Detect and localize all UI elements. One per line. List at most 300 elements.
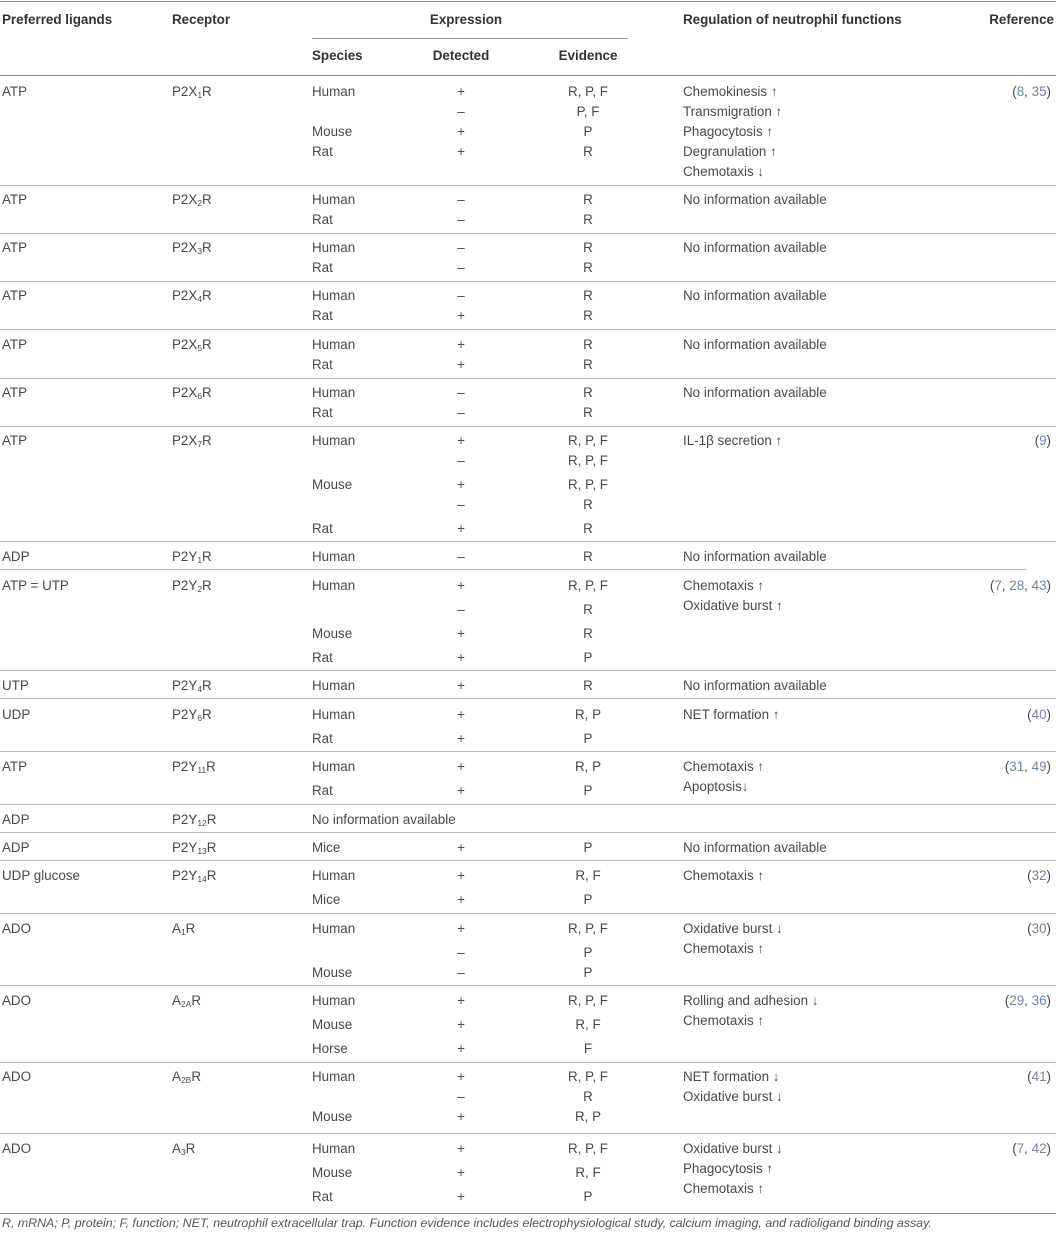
reference-cell (1027, 868, 1051, 884)
function-cell: Transmigration ↑ (683, 104, 783, 119)
receptor-subscript: 1 (180, 927, 186, 937)
evidence-cell: P (583, 892, 593, 907)
species-cell: Human (312, 993, 356, 1008)
receptor-suffix: R (202, 240, 212, 255)
receptor-cell (172, 192, 212, 209)
detected-cell: – (457, 945, 465, 960)
detected-cell: – (457, 602, 465, 617)
species-cell: Human (312, 1141, 356, 1156)
function-cell: Chemokinesis ↑ (683, 84, 778, 99)
species-cell: Human (312, 337, 356, 352)
function-cell: Chemotaxis ↑ (683, 578, 765, 593)
reference-punct: ( (1027, 921, 1032, 936)
detected-cell: + (457, 1189, 465, 1204)
evidence-cell: R (583, 678, 593, 693)
receptor-subscript: 5 (197, 343, 203, 353)
evidence-cell: R (583, 405, 593, 420)
species-cell: Rat (312, 1189, 333, 1204)
receptor-name: P2Y (172, 840, 198, 855)
species-cell: Human (312, 84, 356, 99)
detected-cell: + (457, 477, 465, 492)
receptor-subscript: 4 (197, 684, 203, 694)
reference-cell (1035, 433, 1051, 449)
evidence-cell: R, P, F (568, 477, 608, 492)
function-cell: Chemotaxis ↑ (683, 1013, 765, 1028)
function-cell: Chemotaxis ↑ (683, 941, 765, 956)
function-cell: NET formation ↑ (683, 707, 780, 722)
receptor-name: P2Y (172, 549, 198, 564)
evidence-cell: P (583, 965, 593, 980)
reference-punct: , (1001, 578, 1010, 593)
receptor-cell (172, 385, 212, 402)
detected-cell: – (457, 405, 465, 420)
species-cell: Human (312, 868, 356, 883)
species-cell: Mouse (312, 1165, 353, 1180)
row-separator (0, 804, 1056, 805)
species-cell: Rat (312, 783, 333, 798)
species-cell: Horse (312, 1041, 348, 1056)
reference-punct: , (1024, 578, 1032, 593)
evidence-cell: P (583, 840, 593, 855)
receptor-name: P2X (172, 84, 198, 99)
reference-link[interactable]: 31 (1009, 759, 1025, 774)
receptor-name: P2Y (172, 578, 198, 593)
receptor-cell (172, 868, 216, 885)
reference-punct: ( (989, 578, 995, 593)
row-separator (0, 426, 1056, 427)
ligand-cell: ATP (2, 433, 28, 448)
reference-punct: ) (1046, 993, 1051, 1008)
function-cell: NET formation ↓ (683, 1069, 780, 1084)
row-separator (0, 1062, 1056, 1063)
detected-cell: + (457, 783, 465, 798)
receptor-name: A (172, 1069, 181, 1084)
function-cell: Chemotaxis ↑ (683, 868, 765, 883)
receptor-subscript: 14 (197, 874, 207, 884)
receptor-subscript: 7 (197, 439, 203, 449)
evidence-cell: R (583, 549, 593, 564)
receptor-cell (172, 240, 212, 257)
evidence-cell: R (583, 144, 593, 159)
function-cell: IL-1β secretion ↑ (683, 433, 783, 448)
species-cell: Rat (312, 260, 333, 275)
receptor-suffix: R (191, 1069, 202, 1084)
detected-cell: + (457, 868, 465, 883)
evidence-cell: R, P, F (568, 578, 608, 593)
reference-punct: ( (1004, 993, 1010, 1008)
reference-cell (1027, 707, 1051, 723)
detected-cell: + (457, 650, 465, 665)
species-cell: Rat (312, 521, 333, 536)
reference-punct: ) (1046, 84, 1051, 99)
detected-cell: + (457, 840, 465, 855)
reference-punct: ) (1046, 868, 1051, 883)
reference-cell (1005, 759, 1051, 775)
detected-cell: – (457, 453, 465, 468)
row-separator (0, 751, 1056, 752)
header-ligands: Preferred ligands (2, 12, 113, 27)
detected-cell: – (457, 240, 465, 255)
function-cell: No information available (683, 240, 827, 255)
header-detected: Detected (432, 48, 490, 63)
receptor-cell (172, 337, 212, 354)
species-cell: Human (312, 288, 356, 303)
function-cell: Apoptosis↓ (683, 779, 749, 794)
evidence-cell: R (583, 521, 593, 536)
detected-cell: + (457, 731, 465, 746)
header-rule (0, 75, 1056, 76)
receptor-cell (172, 678, 212, 695)
detected-cell: + (457, 993, 465, 1008)
evidence-cell: R (583, 212, 593, 227)
evidence-cell: R, P, F (568, 921, 608, 936)
receptor-cell (172, 759, 216, 776)
receptor-suffix: R (191, 993, 202, 1008)
reference-punct: ) (1046, 921, 1051, 936)
function-cell: Phagocytosis ↑ (683, 124, 774, 139)
reference-punct: ) (1046, 759, 1051, 774)
receptor-cell (172, 1141, 195, 1158)
species-cell: Rat (312, 357, 333, 372)
evidence-cell: R (583, 626, 593, 641)
evidence-cell: P (583, 1189, 593, 1204)
row-separator (0, 329, 1056, 330)
row-separator (0, 185, 1056, 186)
function-cell: Oxidative burst ↑ (683, 598, 783, 613)
receptor-cell (172, 288, 212, 305)
receptor-cell (172, 707, 212, 724)
species-cell: Human (312, 549, 356, 564)
no-information-cell: No information available (312, 812, 456, 827)
evidence-cell: R, P, F (568, 433, 608, 448)
reference-punct: ( (1027, 868, 1032, 883)
reference-punct: ) (1046, 1069, 1051, 1084)
function-cell: No information available (683, 678, 827, 693)
receptor-suffix: R (185, 1141, 196, 1156)
reference-punct: ( (1012, 84, 1017, 99)
header-regulation: Regulation of neutrophil functions (683, 12, 902, 27)
receptor-cell (172, 578, 212, 595)
function-cell: Chemotaxis ↓ (683, 164, 765, 179)
row-separator (0, 860, 1056, 861)
reference-punct: ) (1046, 433, 1051, 448)
detected-cell: + (457, 84, 465, 99)
function-cell: Degranulation ↑ (683, 144, 777, 159)
species-cell: Human (312, 759, 356, 774)
ligand-cell: ATP (2, 240, 28, 255)
receptor-suffix: R (202, 433, 212, 448)
detected-cell: + (457, 678, 465, 693)
bottom-rule (0, 1213, 1056, 1214)
reference-punct: , (1024, 993, 1032, 1008)
detected-cell: + (457, 433, 465, 448)
receptor-cell (172, 433, 212, 450)
reference-punct: , (1024, 84, 1032, 99)
reference-punct: ( (1027, 1069, 1032, 1084)
reference-link[interactable]: 43 (1031, 578, 1047, 593)
receptor-name: P2X (172, 288, 198, 303)
ligand-cell: ADO (2, 993, 32, 1008)
species-cell: Human (312, 240, 356, 255)
evidence-cell: R, P (574, 759, 602, 774)
evidence-cell: R (583, 288, 593, 303)
evidence-cell: R (583, 357, 593, 372)
species-cell: Mouse (312, 1109, 353, 1124)
function-cell: No information available (683, 385, 827, 400)
reference-link[interactable]: 41 (1031, 1069, 1047, 1084)
receptor-suffix: R (206, 812, 217, 827)
ligand-cell: ADP (2, 812, 30, 827)
reference-cell (1027, 1069, 1051, 1085)
evidence-cell: R (583, 308, 593, 323)
reference-link[interactable]: 36 (1031, 993, 1047, 1008)
top-rule (0, 1, 1056, 2)
reference-link[interactable]: 9 (1039, 433, 1047, 448)
reference-link[interactable]: 40 (1031, 707, 1047, 722)
evidence-cell: R, P, F (568, 453, 608, 468)
ligand-cell: UTP (2, 678, 29, 693)
evidence-cell: R (583, 240, 593, 255)
ligand-cell: ATP = UTP (2, 578, 69, 593)
detected-cell: – (457, 549, 465, 564)
receptor-cell (172, 993, 201, 1010)
receptor-suffix: R (206, 840, 217, 855)
species-cell: Rat (312, 405, 333, 420)
row-separator (0, 985, 1056, 986)
evidence-cell: F (583, 1041, 593, 1056)
species-cell: Rat (312, 731, 333, 746)
function-cell: Phagocytosis ↑ (683, 1161, 774, 1176)
evidence-cell: R (583, 260, 593, 275)
receptor-subscript: 13 (197, 846, 207, 856)
species-cell: Human (312, 433, 356, 448)
evidence-cell: R, P (574, 707, 602, 722)
receptor-cell (172, 812, 216, 829)
receptor-suffix: R (202, 678, 212, 693)
receptor-name: P2Y (172, 707, 198, 722)
receptor-subscript: 6 (197, 713, 203, 723)
species-cell: Human (312, 578, 356, 593)
species-cell: Rat (312, 144, 333, 159)
function-cell: Chemotaxis ↑ (683, 1181, 765, 1196)
evidence-cell: R, P, F (568, 84, 608, 99)
evidence-cell: R, P, F (568, 1069, 608, 1084)
receptor-subscript: 4 (197, 294, 203, 304)
detected-cell: – (457, 260, 465, 275)
reference-punct: , (1024, 1141, 1032, 1156)
row-separator (0, 670, 1056, 671)
header-evidence: Evidence (558, 48, 618, 63)
reference-link[interactable]: 32 (1031, 868, 1047, 883)
reference-punct: , (1024, 759, 1032, 774)
detected-cell: + (457, 626, 465, 641)
detected-cell: – (457, 385, 465, 400)
receptor-cell (172, 549, 212, 566)
detected-cell: – (457, 212, 465, 227)
species-cell: Mouse (312, 477, 353, 492)
function-cell: Oxidative burst ↓ (683, 921, 783, 936)
evidence-cell: R (583, 1089, 593, 1104)
reference-link[interactable]: 30 (1031, 921, 1047, 936)
reference-link[interactable]: 7 (994, 578, 1002, 593)
header-expression: Expression (429, 12, 503, 27)
receptor-subscript: 2B (180, 1075, 192, 1085)
species-cell: Human (312, 385, 356, 400)
evidence-cell: P (583, 731, 593, 746)
ligand-cell: ATP (2, 385, 28, 400)
evidence-cell: R, P, F (568, 1141, 608, 1156)
reference-link[interactable]: 35 (1031, 84, 1047, 99)
detected-cell: + (457, 124, 465, 139)
receptor-suffix: R (185, 921, 196, 936)
evidence-cell: R, F (575, 868, 601, 883)
row-separator (0, 541, 1056, 542)
detected-cell: – (457, 288, 465, 303)
receptor-suffix: R (202, 337, 212, 352)
evidence-cell: P (583, 650, 593, 665)
species-cell: Human (312, 921, 356, 936)
ligand-cell: ADO (2, 1069, 32, 1084)
species-cell: Rat (312, 308, 333, 323)
row-separator (0, 913, 1056, 914)
detected-cell: + (457, 578, 465, 593)
header-receptor: Receptor (172, 12, 231, 27)
detected-cell: + (457, 1165, 465, 1180)
reference-link[interactable]: 29 (1009, 993, 1025, 1008)
receptor-name: P2Y (172, 812, 198, 827)
detected-cell: + (457, 1069, 465, 1084)
evidence-cell: R (583, 192, 593, 207)
receptor-subscript: 1 (197, 555, 203, 565)
reference-punct: ( (1034, 433, 1040, 448)
function-cell: No information available (683, 549, 827, 564)
evidence-cell: R, F (575, 1165, 601, 1180)
receptor-suffix: R (202, 84, 212, 99)
evidence-cell: P (583, 124, 593, 139)
detected-cell: + (457, 1041, 465, 1056)
species-cell: Human (312, 678, 356, 693)
receptor-name: P2Y (172, 678, 198, 693)
ligand-cell: UDP glucose (2, 868, 80, 883)
row-separator (0, 233, 1056, 234)
reference-punct: ( (1027, 707, 1032, 722)
ligand-cell: ATP (2, 84, 28, 99)
detected-cell: – (457, 497, 465, 512)
detected-cell: + (457, 1141, 465, 1156)
receptor-name: A (172, 1141, 181, 1156)
detected-cell: + (457, 144, 465, 159)
ligand-cell: ATP (2, 192, 28, 207)
reference-cell (1027, 921, 1051, 937)
detected-cell: + (457, 1017, 465, 1032)
evidence-cell: R (583, 385, 593, 400)
reference-cell (1012, 1141, 1051, 1157)
row-separator (0, 1133, 1056, 1134)
evidence-cell: R (583, 602, 593, 617)
table-footnote: R, mRNA; P, protein; F, function; NET, neutrophil extracellular trap. Function evidence includes electrophysiological study, calcium imaging, and radioligand binding assay. (2, 1216, 932, 1230)
reference-cell (1005, 993, 1051, 1009)
receptor-suffix: R (206, 868, 217, 883)
reference-link[interactable]: 8 (1016, 84, 1025, 99)
receptor-name: A (172, 921, 181, 936)
function-cell: Oxidative burst ↓ (683, 1089, 783, 1104)
ligand-cell: ADO (2, 1141, 32, 1156)
species-cell: Mouse (312, 626, 353, 641)
reference-link[interactable]: 7 (1016, 1141, 1025, 1156)
function-cell: No information available (683, 840, 827, 855)
evidence-cell: R (583, 497, 593, 512)
detected-cell: + (457, 337, 465, 352)
evidence-cell: R (583, 337, 593, 352)
ligand-cell: ATP (2, 759, 28, 774)
reference-link[interactable]: 42 (1031, 1141, 1047, 1156)
receptor-cell (172, 1069, 201, 1086)
receptor-name: P2Y (172, 868, 198, 883)
evidence-cell: R, P (574, 1109, 602, 1124)
reference-cell (1012, 84, 1051, 100)
function-cell: No information available (683, 337, 827, 352)
detected-cell: – (457, 965, 465, 980)
species-cell: Mouse (312, 965, 353, 980)
receptor-cell (172, 921, 195, 938)
detected-cell: + (457, 892, 465, 907)
species-cell: Rat (312, 212, 333, 227)
species-cell: Mouse (312, 1017, 353, 1032)
reference-link[interactable]: 49 (1031, 759, 1047, 774)
evidence-cell: P, F (576, 104, 600, 119)
reference-punct: ) (1046, 707, 1051, 722)
receptor-name: P2X (172, 240, 198, 255)
function-cell: Chemotaxis ↑ (683, 759, 765, 774)
receptor-subscript: 6 (197, 391, 203, 401)
receptor-name: P2Y (172, 759, 198, 774)
receptor-name: P2X (172, 192, 198, 207)
function-cell: Rolling and adhesion ↓ (683, 993, 819, 1008)
ligand-cell: ADO (2, 921, 32, 936)
receptor-suffix: R (202, 578, 212, 593)
species-cell: Mice (312, 892, 341, 907)
reference-link[interactable]: 28 (1009, 578, 1025, 593)
reference-cell (990, 578, 1051, 594)
reference-punct: ) (1046, 1141, 1051, 1156)
detected-cell: + (457, 921, 465, 936)
receptor-cell (172, 84, 212, 101)
header-species: Species (312, 48, 363, 63)
species-cell: Human (312, 707, 356, 722)
species-cell: Mouse (312, 124, 353, 139)
evidence-cell: P (583, 783, 593, 798)
row-separator (0, 569, 1026, 570)
reference-punct: ( (1004, 759, 1010, 774)
receptor-name: P2X (172, 337, 198, 352)
reference-punct: ) (1046, 578, 1051, 593)
receptor-subscript: 2 (197, 198, 203, 208)
reference-punct: ( (1012, 1141, 1017, 1156)
header-reference: Reference (989, 12, 1054, 27)
receptor-suffix: R (206, 759, 216, 774)
function-cell: No information available (683, 288, 827, 303)
receptor-subscript: 3 (180, 1147, 186, 1157)
species-cell: Rat (312, 650, 333, 665)
detected-cell: – (457, 192, 465, 207)
function-cell: No information available (683, 192, 827, 207)
receptor-subscript: 2A (180, 999, 192, 1009)
receptor-suffix: R (202, 549, 212, 564)
receptor-name: A (172, 993, 181, 1008)
receptor-suffix: R (202, 192, 212, 207)
receptor-suffix: R (202, 707, 212, 722)
receptor-subscript: 2 (197, 584, 203, 594)
